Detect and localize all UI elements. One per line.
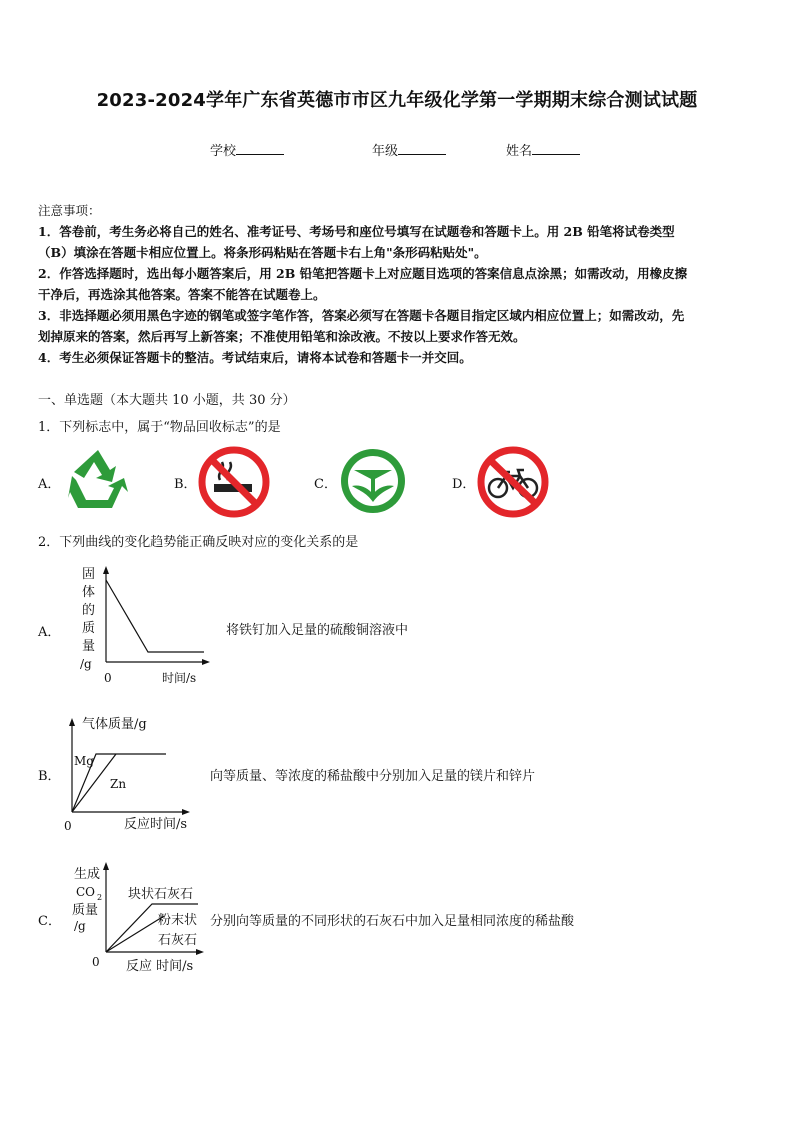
ylabel: 气体质量/g (82, 717, 147, 732)
ylabel-char: 质 (82, 621, 96, 636)
section-heading: 一、单选题（本大题共 10 小题，共 30 分） (38, 393, 296, 408)
q2-option-a-label[interactable]: A． (38, 625, 61, 640)
ylabel-subscript: 2 (97, 893, 103, 902)
q2-option-c-label[interactable]: C． (38, 914, 61, 929)
line-label-powder: 粉末状 (158, 913, 198, 928)
ylabel-char: 固 (82, 567, 96, 582)
q2-option-b-label[interactable]: B． (38, 769, 61, 784)
ylabel-line: 质量 (72, 903, 99, 918)
ylabel-char: /g (80, 657, 92, 671)
origin-label: 0 (104, 671, 112, 685)
q2-graph-b (58, 712, 208, 836)
q1-option-b-label[interactable]: B． (174, 477, 197, 492)
xlabel: 时间/s (162, 671, 197, 685)
q2-stem: 2．下列曲线的变化趋势能正确反映对应的变化关系的是 (38, 535, 359, 550)
name-label: 姓名 (506, 144, 533, 159)
green-food-icon (338, 446, 408, 516)
origin-label: 0 (64, 819, 72, 833)
notice-line: 划掉原来的答案，然后再写上新答案；不准使用铅笔和涂改液。不按以上要求作答无效。 (38, 329, 526, 344)
q1-option-a-label[interactable]: A． (38, 477, 61, 492)
line-label-mg: Mg (74, 754, 94, 768)
recycle-icon (64, 448, 132, 514)
ylabel-char: 体 (82, 585, 96, 600)
q2-option-b-desc: 向等质量、等浓度的稀盐酸中分别加入足量的镁片和锌片 (210, 769, 536, 784)
notice-line: （B）填涂在答题卡相应位置上。将条形码粘贴在答题卡右上角"条形码粘贴处"。 (38, 245, 487, 260)
grade-field[interactable] (372, 140, 446, 159)
line-label-powder: 石灰石 (158, 933, 198, 948)
notice-heading: 注意事项： (38, 203, 101, 218)
notice-block (38, 200, 762, 368)
q1-stem: 1．下列标志中，属于“物品回收标志”的是 (38, 420, 281, 435)
q2-option-a-desc: 将铁钉加入足量的硫酸铜溶液中 (226, 623, 409, 638)
q2-option-c-desc: 分别向等质量的不同形状的石灰石中加入足量相同浓度的稀盐酸 (210, 914, 575, 929)
no-smoking-icon (198, 446, 270, 518)
line-label-zn: Zn (110, 777, 127, 791)
ylabel-line: 生成 (74, 867, 101, 882)
line-label-lump: 块状石灰石 (128, 887, 194, 902)
notice-line: 1．答卷前，考生务必将自己的姓名、准考证号、考场号和座位号填写在试题卷和答题卡上。用 2B 铅笔将试卷类型 (38, 224, 675, 239)
school-label: 学校 (210, 144, 237, 159)
origin-label: 0 (92, 955, 100, 969)
notice-line: 2．作答选择题时，选出每小题答案后，用 2B 铅笔把答题卡上对应题目选项的答案信息点涂黑；如需改动，用橡皮擦 (38, 266, 688, 281)
xlabel: 反应时间/s (124, 817, 188, 832)
ylabel-line: CO (76, 885, 96, 899)
school-field[interactable] (210, 140, 284, 159)
ylabel-char: 量 (82, 639, 96, 654)
page-title: 2023-2024学年广东省英德市市区九年级化学第一学期期末综合测试试题 (96, 90, 698, 111)
no-bicycle-icon (476, 446, 550, 518)
grade-label: 年级 (372, 144, 399, 159)
q2-graph-a (66, 562, 216, 690)
ylabel-char: 的 (82, 603, 96, 618)
q1-option-c-label[interactable]: C． (314, 477, 337, 492)
name-field[interactable] (506, 140, 580, 159)
notice-line: 3．非选择题必须用黑色字迹的钢笔或签字笔作答，答案必须写在答题卡各题目指定区域内相应位置上；如需改动，先 (38, 308, 685, 323)
q1-option-d-label[interactable]: D． (452, 477, 476, 492)
notice-line: 干净后，再选涂其他答案。答案不能答在试题卷上。 (38, 287, 326, 302)
notice-line: 4．考生必须保证答题卡的整洁。考试结束后，请将本试卷和答题卡一并交回。 (38, 350, 472, 365)
q2-graph-c (66, 856, 210, 976)
xlabel: 反应 时间/s (126, 959, 194, 974)
ylabel-line: /g (74, 919, 86, 933)
